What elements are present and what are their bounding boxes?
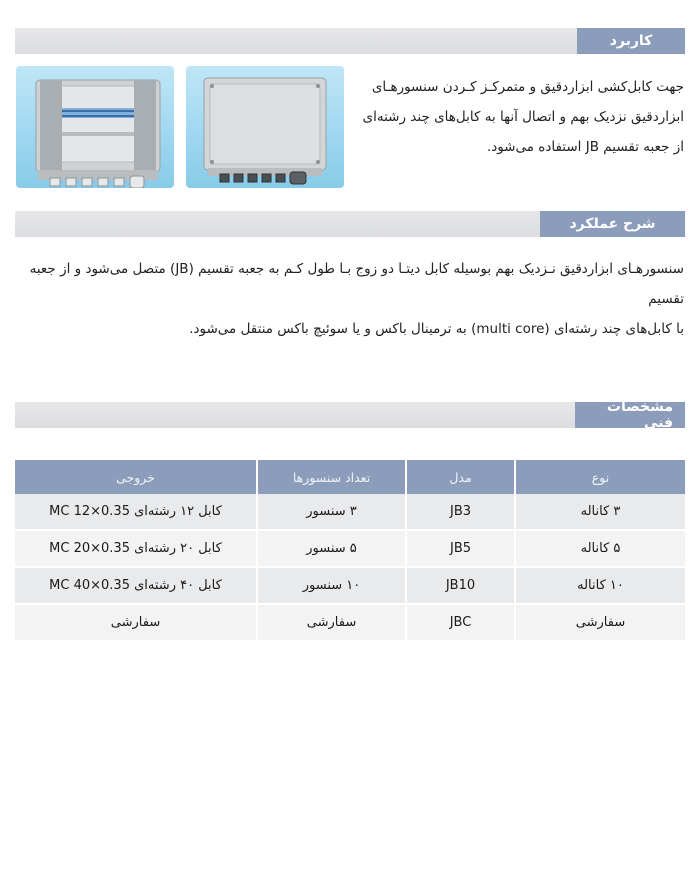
cell-sensor-count: ۳ سنسور bbox=[257, 494, 406, 530]
cell-sensor-count: ۱۰ سنسور bbox=[257, 567, 406, 604]
cell-type: سفارشی bbox=[515, 604, 685, 641]
operation-line-2: با کابل‌های چند رشته‌ای (multi core) به ترمینال باکس و یا سوئیچ باکس منتقل می‌شود. bbox=[189, 321, 684, 337]
cell-output: کابل ۴۰ رشته‌ای MC 40×0.35 bbox=[15, 567, 257, 604]
cell-model: JB5 bbox=[406, 530, 515, 567]
specs-section-title: مشخصات فنی bbox=[575, 402, 685, 428]
cell-type: ۱۰ کاناله bbox=[515, 567, 685, 604]
cell-output: کابل ۲۰ رشته‌ای MC 20×0.35 bbox=[15, 530, 257, 567]
usage-section-bar bbox=[15, 28, 685, 54]
cell-model: JB3 bbox=[406, 494, 515, 530]
cell-model: JB10 bbox=[406, 567, 515, 604]
table-row bbox=[15, 530, 685, 567]
cell-output: کابل ۱۲ رشته‌ای MC 12×0.35 bbox=[15, 494, 257, 530]
operation-section-bar bbox=[15, 211, 685, 237]
closed-junction-box-photo bbox=[186, 66, 344, 188]
cell-model: JBC bbox=[406, 604, 515, 641]
table-row bbox=[15, 604, 685, 641]
open-junction-box-photo bbox=[16, 66, 174, 188]
cell-sensor-count: سفارشی bbox=[257, 604, 406, 641]
table-header-row bbox=[15, 460, 685, 494]
operation-paragraph bbox=[14, 254, 684, 344]
header-type: نوع bbox=[515, 460, 685, 494]
table-row bbox=[15, 494, 685, 530]
specs-table bbox=[15, 460, 685, 642]
table-row bbox=[15, 567, 685, 604]
cell-output: سفارشی bbox=[15, 604, 257, 641]
header-model: مدل bbox=[406, 460, 515, 494]
specs-section-bar bbox=[15, 399, 685, 431]
usage-section-title: کاربرد bbox=[577, 28, 685, 54]
header-sensor-count: تعداد سنسورها bbox=[257, 460, 406, 494]
header-output: خروجی bbox=[15, 460, 257, 494]
cell-sensor-count: ۵ سنسور bbox=[257, 530, 406, 567]
usage-paragraph bbox=[354, 72, 684, 162]
cell-type: ۳ کاناله bbox=[515, 494, 685, 530]
usage-line-2: ابزاردقیق نزدیک بهم و اتصال آنها به کابل‌های چند رشته‌ای bbox=[362, 109, 684, 125]
operation-section-title: شرح عملکرد bbox=[540, 211, 685, 237]
open-junction-box-illustration bbox=[16, 66, 174, 188]
cell-type: ۵ کاناله bbox=[515, 530, 685, 567]
usage-line-3: از جعبه تقسیم JB استفاده می‌شود. bbox=[486, 139, 684, 155]
usage-line-1: جهت کابل‌کشی ابزاردقیق و متمرکـز کـردن سنسورهـای bbox=[371, 79, 684, 95]
operation-line-1: سنسورهـای ابزاردقیق نـزدیک بهم بوسیله کابل دیتـا دو زوج بـا طول کـم به جعبه تقسیم (JB) متصل می‌شود و از جعبه تقسیم bbox=[29, 261, 684, 307]
closed-junction-box-illustration bbox=[186, 66, 344, 188]
